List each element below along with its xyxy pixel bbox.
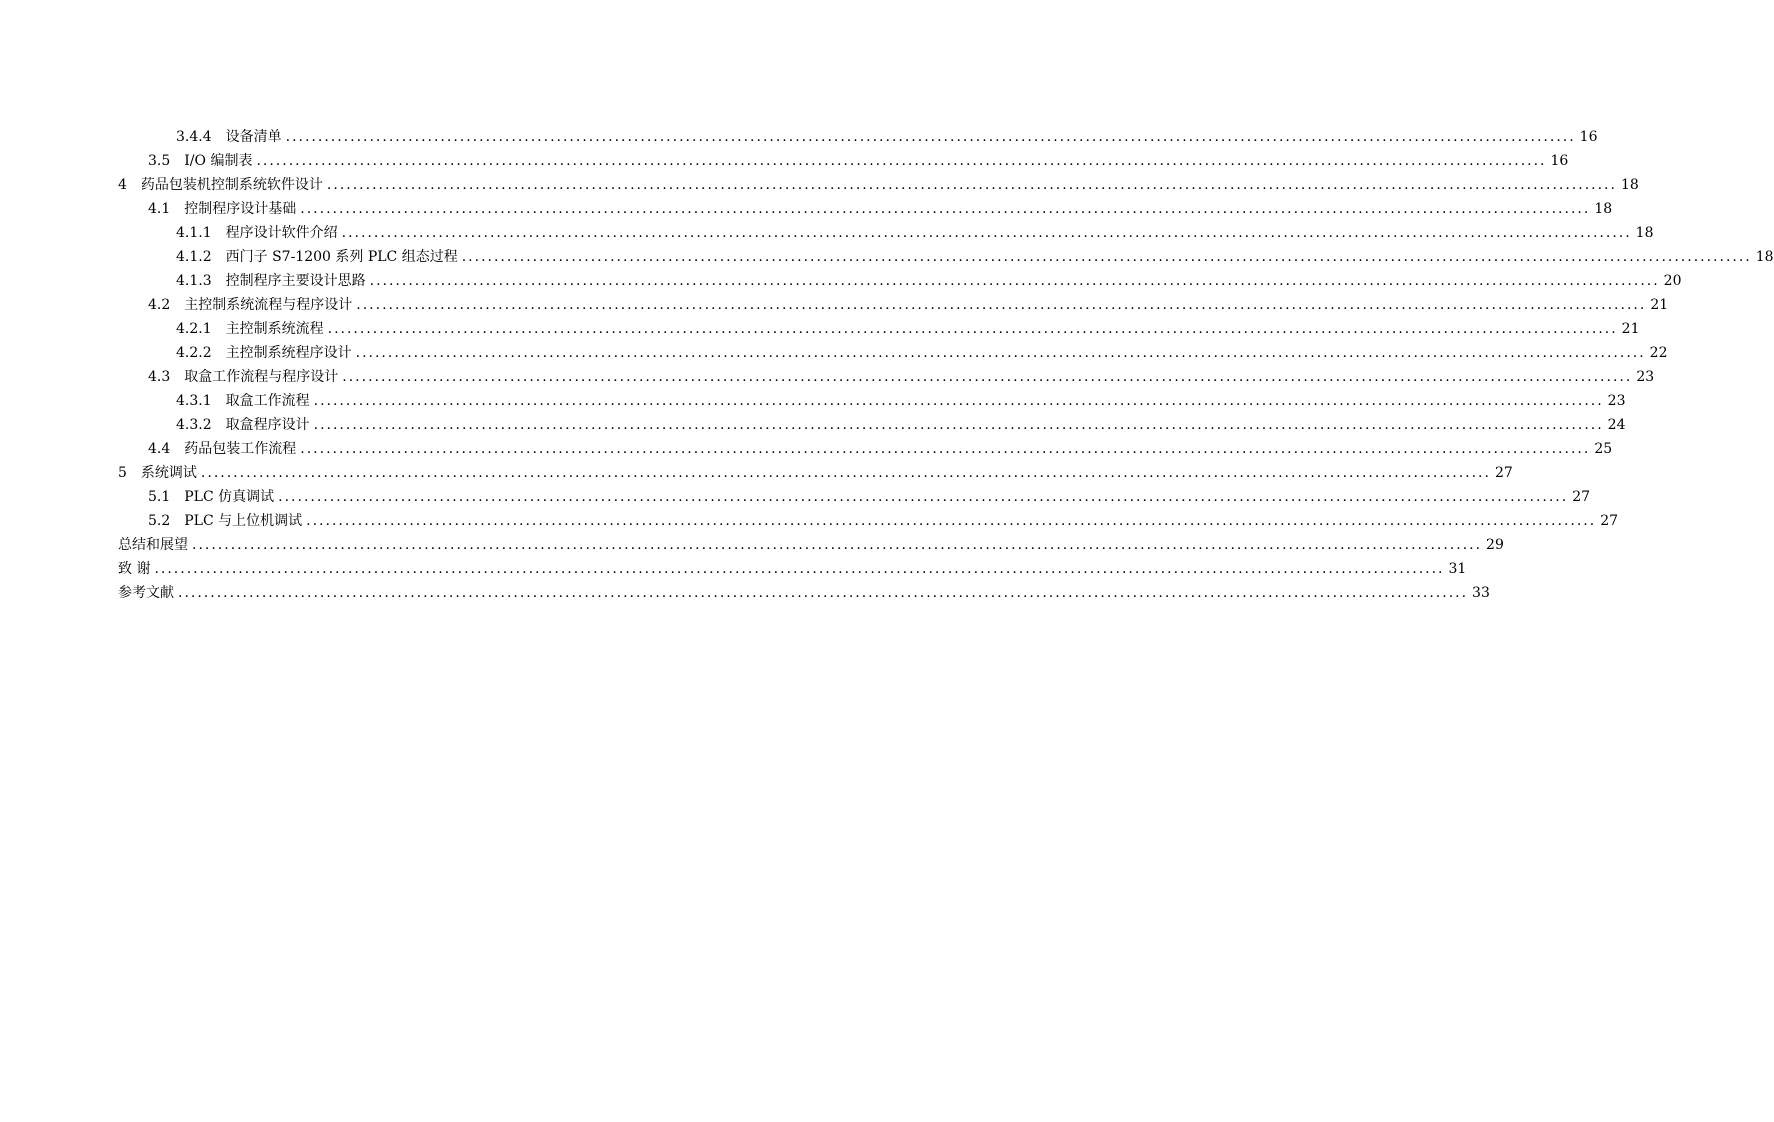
dot-leader: ........................................................................................................................................................................................................: [355, 345, 1646, 361]
dot-leader: ........................................................................................................................................................................................................: [342, 369, 1633, 385]
toc-entry-title: 主控制系统流程: [225, 321, 324, 337]
dot-leader: ........................................................................................................................................................................................................: [256, 153, 1547, 169]
toc-entry[interactable]: [118, 483, 1591, 507]
toc-entry-number: 4.1.1: [176, 225, 212, 241]
toc-entry[interactable]: [118, 219, 1654, 243]
dot-leader: ........................................................................................................................................................................................................: [313, 393, 1604, 409]
toc-entry[interactable]: [118, 507, 1619, 531]
toc-entry-title: 致 谢: [118, 561, 151, 577]
toc-entry-number: 4.2.2: [176, 345, 212, 361]
toc-entry-number: 5.1: [148, 489, 171, 505]
toc-entry[interactable]: [118, 267, 1682, 291]
toc-entry-page: 18: [1594, 201, 1613, 217]
toc-entry-title: 控制程序主要设计思路: [225, 273, 366, 289]
toc-entry-number: 5: [118, 465, 127, 481]
toc-entry[interactable]: [118, 243, 1774, 267]
toc-entry[interactable]: [118, 123, 1598, 147]
dot-leader: ........................................................................................................................................................................................................: [327, 321, 1618, 337]
toc-entry-title: 系统调试: [140, 465, 197, 481]
toc-entry-number: 4.1.3: [176, 273, 212, 289]
toc-entry-page: 27: [1600, 513, 1619, 529]
toc-entry-page: 33: [1472, 585, 1490, 601]
dot-leader: ........................................................................................................................................................................................................: [192, 537, 1483, 553]
dot-leader: ........................................................................................................................................................................................................: [341, 225, 1632, 241]
toc-entry-title: 取盒程序设计: [225, 417, 310, 433]
dot-leader: ........................................................................................................................................................................................................: [200, 465, 1491, 481]
dot-leader: ........................................................................................................................................................................................................: [369, 273, 1660, 289]
toc-entry-page: 31: [1448, 561, 1467, 577]
toc-entry[interactable]: [118, 459, 1513, 483]
toc-entry-title: PLC 仿真调试: [184, 489, 275, 505]
dot-leader: ........................................................................................................................................................................................................: [178, 585, 1469, 601]
dot-leader: ........................................................................................................................................................................................................: [306, 513, 1597, 529]
dot-leader: ........................................................................................................................................................................................................: [461, 249, 1752, 265]
toc-entry-page: 16: [1550, 153, 1569, 169]
dot-leader: ........................................................................................................................................................................................................: [356, 297, 1647, 313]
toc-entry-number: 3.4.4: [176, 129, 212, 145]
dot-leader: ........................................................................................................................................................................................................: [154, 561, 1445, 577]
toc-entry-number: 4.2: [148, 297, 171, 313]
toc-entry-title: 控制程序设计基础: [184, 201, 297, 217]
dot-leader: ........................................................................................................................................................................................................: [313, 417, 1604, 433]
toc-entry-number: 4.3.2: [176, 417, 212, 433]
toc-entry-page: 24: [1607, 417, 1626, 433]
table-of-contents: [118, 123, 1774, 603]
toc-entry-page: 25: [1594, 441, 1613, 457]
dot-leader: ........................................................................................................................................................................................................: [278, 489, 1569, 505]
toc-entry-number: 4.4: [148, 441, 171, 457]
dot-leader: ........................................................................................................................................................................................................: [326, 177, 1617, 193]
toc-entry-title: 药品包装工作流程: [184, 441, 297, 457]
toc-entry-title: I/O 编制表: [184, 153, 253, 169]
toc-entry-title: 主控制系统流程与程序设计: [184, 297, 353, 313]
toc-entry[interactable]: [118, 363, 1655, 387]
toc-entry-page: 27: [1572, 489, 1591, 505]
toc-entry-page: 23: [1636, 369, 1655, 385]
toc-entry-number: 3.5: [148, 153, 171, 169]
dot-leader: ........................................................................................................................................................................................................: [285, 129, 1576, 145]
toc-entry-number: 4.1: [148, 201, 171, 217]
toc-entry-number: 4.2.1: [176, 321, 212, 337]
toc-entry-title: PLC 与上位机调试: [184, 513, 303, 529]
toc-entry-page: 20: [1663, 273, 1682, 289]
toc-entry-title: 设备清单: [225, 129, 282, 145]
toc-entry-title: 西门子 S7-1200 系列 PLC 组态过程: [225, 249, 458, 265]
dot-leader: ........................................................................................................................................................................................................: [300, 201, 1591, 217]
toc-entry[interactable]: [118, 171, 1639, 195]
toc-entry[interactable]: [118, 435, 1613, 459]
toc-entry[interactable]: [118, 291, 1669, 315]
toc-entry-number: 4: [118, 177, 127, 193]
toc-entry-page: 27: [1494, 465, 1513, 481]
toc-entry-title: 药品包装机控制系统软件设计: [140, 177, 323, 193]
toc-entry-page: 18: [1635, 225, 1654, 241]
toc-entry[interactable]: [118, 315, 1640, 339]
toc-entry-title: 取盒工作流程: [225, 393, 310, 409]
dot-leader: ........................................................................................................................................................................................................: [300, 441, 1591, 457]
toc-entry[interactable]: [118, 555, 1467, 579]
toc-entry-title: 取盒工作流程与程序设计: [184, 369, 339, 385]
toc-entry[interactable]: [118, 411, 1626, 435]
toc-entry-page: 18: [1755, 249, 1774, 265]
toc-entry[interactable]: [118, 579, 1490, 603]
toc-entry-page: 23: [1607, 393, 1626, 409]
toc-entry-page: 21: [1650, 297, 1669, 313]
toc-entry-page: 18: [1620, 177, 1639, 193]
toc-entry-title: 程序设计软件介绍: [225, 225, 338, 241]
toc-entry-number: 4.3: [148, 369, 171, 385]
toc-entry[interactable]: [118, 147, 1569, 171]
toc-entry-number: 4.1.2: [176, 249, 212, 265]
toc-entry-title: 总结和展望: [118, 537, 188, 553]
toc-entry[interactable]: [118, 339, 1668, 363]
toc-entry-title: 参考文献: [118, 585, 174, 601]
toc-entry-number: 5.2: [148, 513, 171, 529]
toc-entry-page: 22: [1649, 345, 1668, 361]
toc-entry-title: 主控制系统程序设计: [225, 345, 352, 361]
toc-entry[interactable]: [118, 387, 1626, 411]
toc-entry-number: 4.3.1: [176, 393, 212, 409]
toc-entry[interactable]: [118, 195, 1613, 219]
toc-entry-page: 29: [1486, 537, 1504, 553]
toc-entry[interactable]: [118, 531, 1504, 555]
toc-entry-page: 16: [1579, 129, 1598, 145]
toc-entry-page: 21: [1621, 321, 1640, 337]
